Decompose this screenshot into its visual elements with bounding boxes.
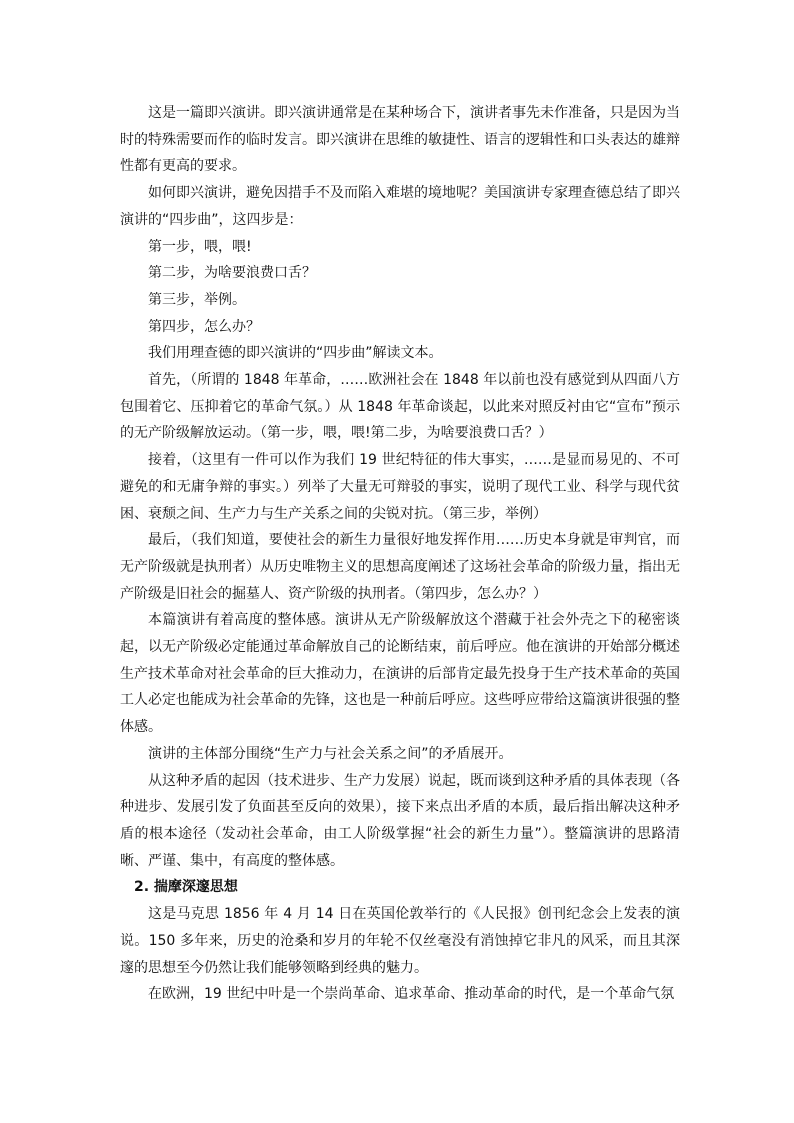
paragraph-main-body: 演讲的主体部分围绕“生产力与社会关系之间”的矛盾展开。	[148, 745, 513, 762]
paragraph-interpretation: 我们用理查德的即兴演讲的“四步曲”解读文本。	[148, 345, 443, 362]
paragraph-europe: 在欧洲，19 世纪中叶是一个崇尚革命、追求革命、推动革命的时代，是一个革命气氛	[148, 986, 675, 1003]
paragraph-contradiction: 从这种矛盾的起因（技术进步、生产力发展）说起，既而谈到这种矛盾的具体表现（各种进步、发展引发了负面甚至反向的效果），接下来点出矛盾的本质，最后指出解决这种矛盾的根本途径（发动社会革命，由工人阶级掌握“社会的新生力量”）。整篇演讲的思路清晰、严谨、集中，有高度的整体感。	[120, 772, 680, 869]
section-heading: 2. 揣摩深邃思想	[134, 879, 238, 896]
paragraph-marx-speech: 这是马克思 1856 年 4 月 14 日在英国伦敦举行的《人民报》创刊纪念会上发表的演说。150 多年来，历史的沧桑和岁月的年轮不仅丝毫没有消蚀掉它非凡的风采，而且其深邃的思想至今仍然让我们能够领略到经典的魅力。	[120, 906, 680, 976]
step-two: 第二步，为啥要浪费口舌？	[148, 265, 316, 282]
step-four: 第四步，怎么办？	[148, 318, 260, 335]
paragraph-four-steps-intro: 如何即兴演讲，避免因措手不及而陷入难堪的境地呢？美国演讲专家理查德总结了即兴演讲的“四步曲”，这四步是：	[120, 185, 680, 228]
step-three: 第三步，举例。	[148, 291, 246, 308]
step-one: 第一步，喂，喂!	[148, 238, 252, 255]
paragraph-last: 最后，（我们知道，要使社会的新生力量很好地发挥作用……历史本身就是审判官，而无产阶级就是执刑者）从历史唯物主义的思想高度阐述了这场社会革命的阶级力量，指出无产阶级是旧社会的掘墓人、资产阶级的执刑者。（第四步，怎么办？）	[120, 532, 680, 602]
paragraph-unity: 本篇演讲有着高度的整体感。演讲从无产阶级解放这个潜藏于社会外壳之下的秘密谈起，以无产阶级必定能通过革命解放自己的论断结束，前后呼应。他在演讲的开始部分概述生产技术革命对社会革命的巨大推动力，在演讲的后部肯定最先投身于生产技术革命的英国工人必定也能成为社会革命的先锋，这也是一种前后呼应。这些呼应带给这篇演讲很强的整体感。	[120, 612, 680, 736]
document-page	[120, 100, 680, 1008]
paragraph-first: 首先，（所谓的 1848 年革命，……欧洲社会在 1848 年以前也没有感觉到从四面八方包围着它、压抑着它的革命气氛。）从 1848 年革命谈起，以此来对照反衬由它“宣布”预示的无产阶级解放运动。（第一步，喂，喂!第二步，为啥要浪费口舌？）	[120, 372, 680, 442]
paragraph-impromptu-intro: 这是一篇即兴演讲。即兴演讲通常是在某种场合下，演讲者事先未作准备，只是因为当时的特殊需要而作的临时发言。即兴演讲在思维的敏捷性、语言的逻辑性和口头表达的雄辩性都有更高的要求。	[120, 105, 680, 175]
paragraph-next: 接着，（这里有一件可以作为我们 19 世纪特征的伟大事实，……是显而易见的、不可避免的和无庸争辩的事实。）列举了大量无可辩驳的事实，说明了现代工业、科学与现代贫困、衰颓之间、生产力与生产关系之间的尖锐对抗。（第三步，举例）	[120, 452, 680, 522]
